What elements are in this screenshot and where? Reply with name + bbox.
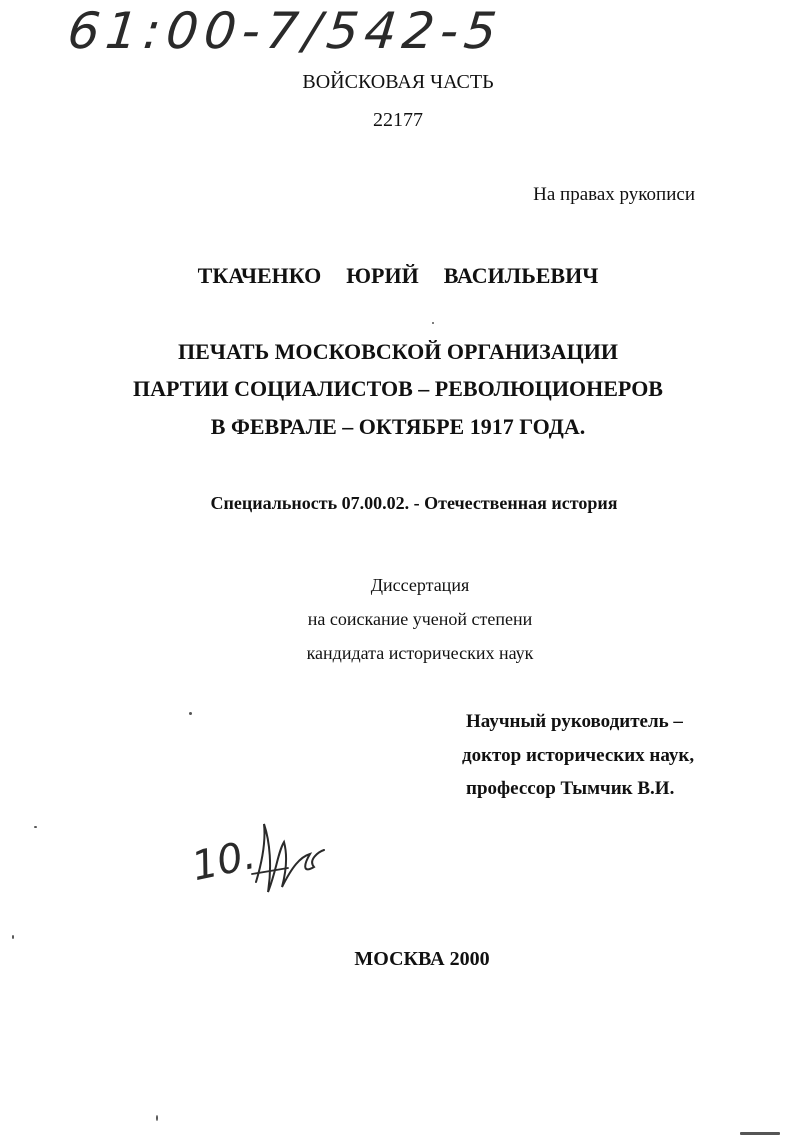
dissertation-line-2: на соискание ученой степени [307, 609, 533, 629]
scan-speck [156, 1115, 158, 1121]
supervisor-line-3: профессор Тымчик В.И. [466, 778, 675, 799]
organization-name: ВОЙСКОВАЯ ЧАСТЬ [302, 71, 494, 93]
scan-speck [189, 712, 192, 715]
manuscript-note: На правах рукописи [533, 184, 695, 205]
supervisor-line-2: доктор исторических наук, [462, 745, 695, 766]
signature-date-handwritten: 10. [187, 831, 260, 891]
city-year: МОСКВА 2000 [354, 948, 490, 970]
archive-code-handwritten: 61:00-7/542-5 [64, 2, 506, 60]
scan-speck [740, 1132, 780, 1135]
scan-speck [432, 322, 434, 324]
author-surname: ТКАЧЕНКО [197, 263, 322, 288]
title-line-1: ПЕЧАТЬ МОСКОВСКОЙ ОРГАНИЗАЦИИ [178, 339, 618, 364]
specialty: Специальность 07.00.02. - Отечественная история [210, 493, 618, 513]
dissertation-line-3: кандидата исторических наук [306, 643, 534, 663]
scan-speck [34, 826, 37, 828]
author-patronymic: ВАСИЛЬЕВИЧ [443, 263, 599, 288]
author-first-name: ЮРИЙ [346, 263, 419, 288]
title-line-2: ПАРТИИ СОЦИАЛИСТОВ – РЕВОЛЮЦИОНЕРОВ [133, 376, 663, 401]
author-name [0, 263, 796, 289]
dissertation-line-1: Диссертация [370, 575, 470, 595]
title-line-3: В ФЕВРАЛЕ – ОКТЯБРЕ 1917 ГОДА. [210, 414, 586, 439]
organization-number: 22177 [373, 109, 423, 131]
supervisor-line-1: Научный руководитель – [466, 711, 683, 732]
signature-scribble [248, 812, 328, 902]
scan-speck [12, 935, 14, 939]
